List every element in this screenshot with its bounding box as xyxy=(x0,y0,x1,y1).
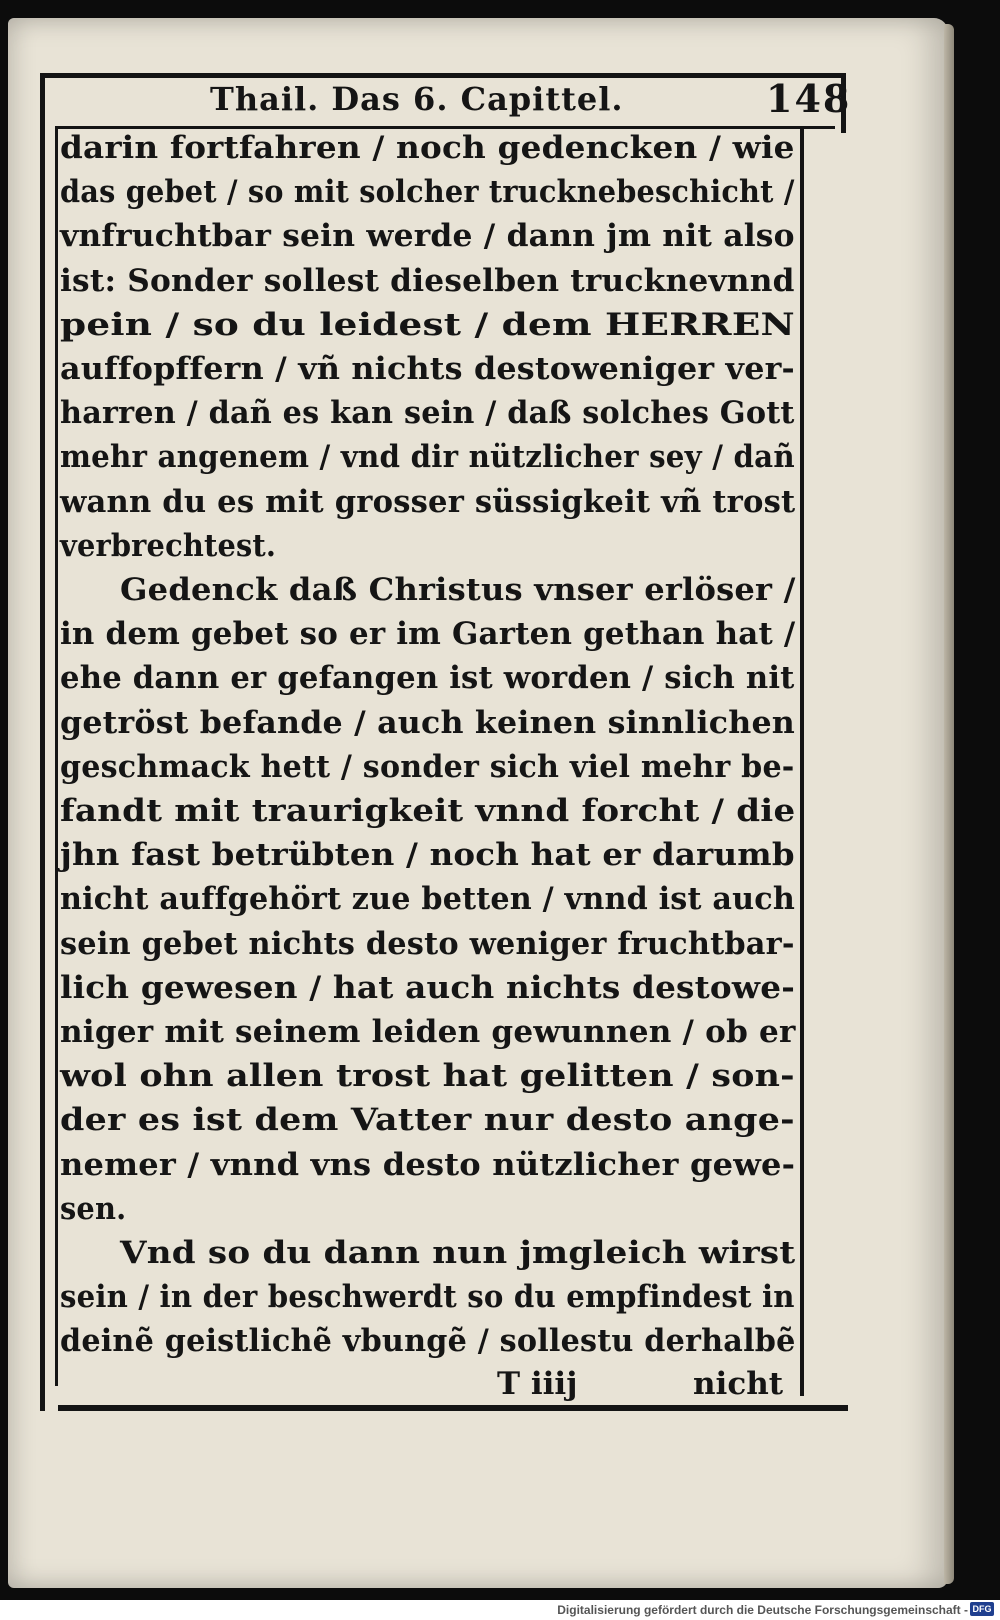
text-line: in dem gebet so er im Garten gethan hat / xyxy=(60,616,796,653)
text-line: lich gewesen / hat auch nichts destowe- xyxy=(60,969,795,1006)
text-line: sen. xyxy=(60,1190,127,1227)
text-line: wol ohn allen trost hat gelitten / son- xyxy=(60,1058,795,1095)
page-number: 148 xyxy=(766,76,852,121)
text-line: wann du es mit grosser süssigkeit vñ trost xyxy=(60,483,796,520)
frame-rule-top xyxy=(40,73,846,78)
text-line: auffopffern / vñ nichts destoweniger ver- xyxy=(60,351,795,387)
text-line: geschmack hett / sonder sich viel mehr be- xyxy=(60,748,795,785)
dfg-logo: DFG xyxy=(970,1602,994,1616)
frame-rule-header xyxy=(55,126,835,129)
signature-mark: T iiij xyxy=(497,1366,578,1402)
catchword: nicht xyxy=(693,1366,784,1402)
text-line: mehr angenem / vnd dir nützlicher sey / dañ xyxy=(60,439,795,476)
text-line: vnfruchtbar sein werde / dann jm nit also xyxy=(60,218,795,255)
text-line: jhn fast betrübten / noch hat er darumb xyxy=(60,837,795,874)
text-line: ist: Sonder sollest dieselben trucknevnnd xyxy=(60,262,795,299)
text-line: getröst befande / auch keinen sinnlichen xyxy=(60,704,796,741)
catchline xyxy=(60,1366,795,1406)
text-line: ehe dann er gefangen ist worden / sich nit xyxy=(60,660,795,697)
frame-rule-left xyxy=(40,73,45,1411)
text-line: deinẽ geistlichẽ vbungẽ / sollestu derhalbẽ xyxy=(60,1323,796,1360)
text-line: das gebet / so mit solcher trucknebeschicht / xyxy=(60,174,795,211)
running-head xyxy=(60,76,852,124)
page-edge xyxy=(944,24,954,1584)
text-line: harren / dañ es kan sein / daß solches Gott xyxy=(60,395,795,432)
text-line: Vnd so du dann nun jmgleich wirst xyxy=(120,1235,796,1271)
text-line: pein / so du leidest / dem HERREN xyxy=(60,306,795,343)
frame-rule-right xyxy=(800,126,804,1396)
footer-credit: Digitalisierung gefördert durch die Deutsche Forschungsgemeinschaft - xyxy=(557,1603,968,1617)
text-line: nemer / vnnd vns desto nützlicher gewe- xyxy=(60,1146,796,1183)
text-line: nicht auffgehört zue betten / vnnd ist auch xyxy=(60,881,795,918)
running-head-title: Thail. Das 6. Capittel. xyxy=(210,80,624,118)
frame-rule-left-inner xyxy=(55,126,58,1386)
text-line: darin fortfahren / noch gedencken / wie xyxy=(60,130,795,166)
text-line: fandt mit traurigkeit vnnd forcht / die xyxy=(60,793,796,829)
text-line: Gedenck daß Christus vnser erlöser / xyxy=(120,572,796,608)
text-line: verbrechtest. xyxy=(60,527,277,564)
digitization-footer xyxy=(0,1600,1000,1620)
text-line: sein gebet nichts desto weniger fruchtbar- xyxy=(60,925,795,962)
text-line: sein / in der beschwerdt so du empfindest in xyxy=(60,1279,795,1316)
text-line: der es ist dem Vatter nur desto ange- xyxy=(60,1102,795,1139)
text-line: niger mit seinem leiden gewunnen / ob er xyxy=(60,1014,796,1050)
